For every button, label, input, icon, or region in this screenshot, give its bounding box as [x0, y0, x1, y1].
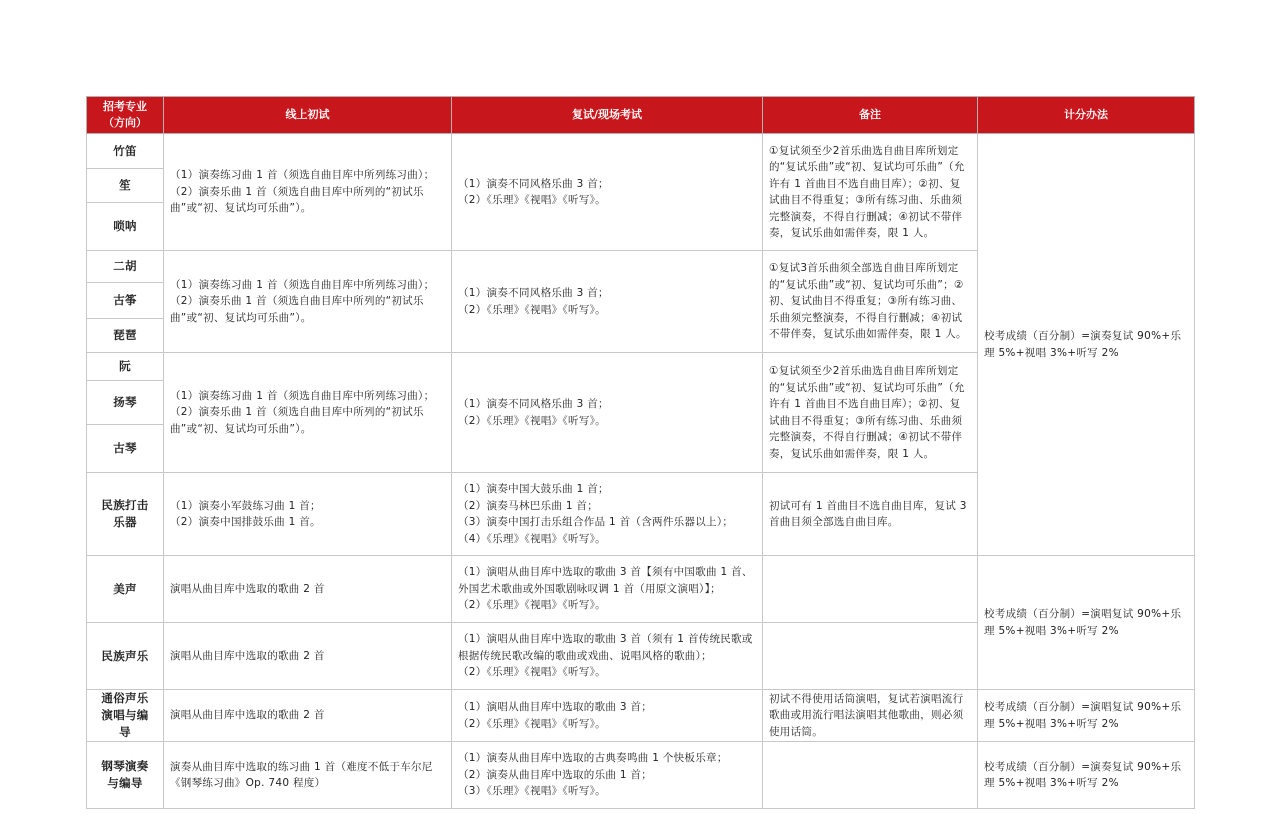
scoring-cell: 校考成绩（百分制）=演奏复试 90%+乐理 5%+视唱 3%+听写 2%	[978, 742, 1195, 809]
retest-cell: （1）演唱从曲目库中选取的歌曲 3 首【须有中国歌曲 1 首、外国艺术歌曲或外国歌剧咏叹调 1 首（用原文演唱）】； （2）《乐理》《视唱》《听写》。	[452, 556, 763, 623]
retest-cell: （1）演奏不同风格乐曲 3 首； （2）《乐理》《视唱》《听写》。	[452, 353, 763, 473]
major-cell: 古琴	[87, 425, 164, 473]
online-cell: 演唱从曲目库中选取的歌曲 2 首	[164, 556, 452, 623]
scoring-cell: 校考成绩（百分制）=演唱复试 90%+乐理 5%+视唱 3%+听写 2%	[978, 690, 1195, 742]
scoring-cell: 校考成绩（百分制）=演奏复试 90%+乐理 5%+视唱 3%+听写 2%	[978, 134, 1195, 556]
header-major: 招考专业 （方向）	[87, 97, 164, 134]
major-cell: 二胡	[87, 251, 164, 283]
admission-table	[86, 96, 1195, 809]
header-remark: 备注	[763, 97, 978, 134]
retest-cell: （1）演奏不同风格乐曲 3 首； （2）《乐理》《视唱》《听写》。	[452, 134, 763, 251]
major-cell: 竹笛	[87, 134, 164, 169]
header-retest: 复试/现场考试	[452, 97, 763, 134]
table-row	[87, 742, 1195, 809]
scoring-cell: 校考成绩（百分制）=演唱复试 90%+乐理 5%+视唱 3%+听写 2%	[978, 556, 1195, 690]
remark-cell	[763, 556, 978, 623]
major-cell: 钢琴演奏 与编导	[87, 742, 164, 809]
online-cell: （1）演奏练习曲 1 首（须选自曲目库中所列练习曲）； （2）演奏乐曲 1 首（须选自曲目库中所列的“初试乐曲”或“初、复试均可乐曲”）。	[164, 353, 452, 473]
major-cell: 民族打击 乐器	[87, 473, 164, 556]
online-cell: （1）演奏练习曲 1 首（须选自曲目库中所列练习曲）； （2）演奏乐曲 1 首（须选自曲目库中所列的“初试乐曲”或“初、复试均可乐曲”）。	[164, 251, 452, 353]
table-row	[87, 134, 1195, 169]
remark-cell: 初试可有 1 首曲目不选自曲目库，复试 3 首曲目须全部选自曲目库。	[763, 473, 978, 556]
major-cell: 琵琶	[87, 319, 164, 353]
retest-cell: （1）演奏不同风格乐曲 3 首； （2）《乐理》《视唱》《听写》。	[452, 251, 763, 353]
online-cell: 演奏从曲目库中选取的练习曲 1 首（难度不低于车尔尼《钢琴练习曲》Op. 740 程度）	[164, 742, 452, 809]
online-cell: 演唱从曲目库中选取的歌曲 2 首	[164, 690, 452, 742]
major-cell: 唢呐	[87, 203, 164, 251]
remark-cell: ①复试须至少2首乐曲选自曲目库所划定的“复试乐曲”或“初、复试均可乐曲”（允许有 1 首曲目不选自曲目库）；②初、复试曲目不得重复；③所有练习曲、乐曲须完整演奏，不得自行删减；④初试不带伴奏，复试乐曲如需伴奏，限 1 人。	[763, 353, 978, 473]
retest-cell: （1）演唱从曲目库中选取的歌曲 3 首（须有 1 首传统民歌或根据传统民歌改编的歌曲或戏曲、说唱风格的歌曲）； （2）《乐理》《视唱》《听写》。	[452, 623, 763, 690]
retest-cell: （1）演奏中国大鼓乐曲 1 首； （2）演奏马林巴乐曲 1 首； （3）演奏中国打击乐组合作品 1 首（含两件乐器以上）； （4）《乐理》《视唱》《听写》。	[452, 473, 763, 556]
major-cell: 阮	[87, 353, 164, 381]
header-row	[87, 97, 1195, 134]
major-cell: 笙	[87, 169, 164, 203]
online-cell: （1）演奏练习曲 1 首（须选自曲目库中所列练习曲）； （2）演奏乐曲 1 首（须选自曲目库中所列的“初试乐曲”或“初、复试均可乐曲”）。	[164, 134, 452, 251]
remark-cell	[763, 742, 978, 809]
table-row	[87, 690, 1195, 742]
header-online: 线上初试	[164, 97, 452, 134]
retest-cell: （1）演唱从曲目库中选取的歌曲 3 首； （2）《乐理》《视唱》《听写》。	[452, 690, 763, 742]
major-cell: 美声	[87, 556, 164, 623]
major-cell: 民族声乐	[87, 623, 164, 690]
online-cell: 演唱从曲目库中选取的歌曲 2 首	[164, 623, 452, 690]
remark-cell: ①复试3首乐曲须全部选自曲目库所划定的“复试乐曲”或“初、复试均可乐曲”；②初、复试曲目不得重复；③所有练习曲、乐曲须完整演奏，不得自行删减；④初试不带伴奏，复试乐曲如需伴奏，限 1 人。	[763, 251, 978, 353]
remark-cell: ①复试须至少2首乐曲选自曲目库所划定的“复试乐曲”或“初、复试均可乐曲”（允许有 1 首曲目不选自曲目库）；②初、复试曲目不得重复；③所有练习曲、乐曲须完整演奏，不得自行删减；④初试不带伴奏，复试乐曲如需伴奏，限 1 人。	[763, 134, 978, 251]
remark-cell: 初试不得使用话筒演唱，复试若演唱流行歌曲或用流行唱法演唱其他歌曲，则必须使用话筒。	[763, 690, 978, 742]
header-scoring: 计分办法	[978, 97, 1195, 134]
major-cell: 通俗声乐 演唱与编 导	[87, 690, 164, 742]
major-cell: 扬琴	[87, 381, 164, 425]
online-cell: （1）演奏小军鼓练习曲 1 首； （2）演奏中国排鼓乐曲 1 首。	[164, 473, 452, 556]
retest-cell: （1）演奏从曲目库中选取的古典奏鸣曲 1 个快板乐章； （2）演奏从曲目库中选取的乐曲 1 首； （3）《乐理》《视唱》《听写》。	[452, 742, 763, 809]
table-row	[87, 556, 1195, 623]
major-cell: 古筝	[87, 283, 164, 319]
remark-cell	[763, 623, 978, 690]
